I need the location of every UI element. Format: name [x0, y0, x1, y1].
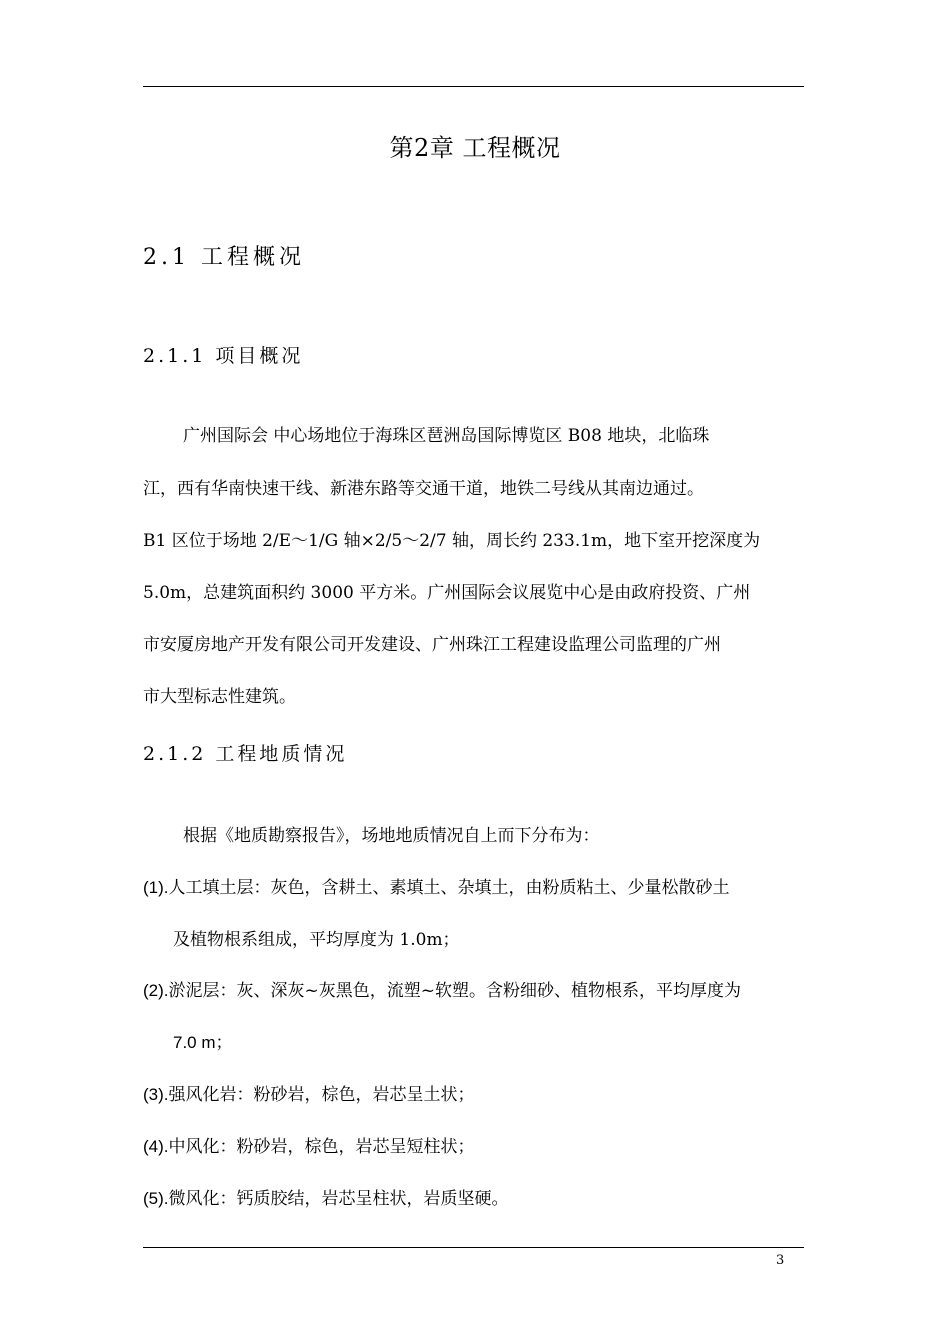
header-rule [143, 86, 804, 87]
paragraph-line: 广州国际会 中心场地位于海珠区琶洲岛国际博览区 B08 地块，北临珠 [183, 426, 710, 446]
paragraph-line: 市安厦房地产开发有限公司开发建设、广州珠江工程建设监理公司监理的广州 [143, 635, 721, 655]
paragraph-line: 江，西有华南快速干线、新港东路等交通干道，地铁二号线从其南边通过。 [143, 479, 704, 499]
item-text: 微风化：钙质胶结，岩芯呈柱状，岩质坚硬。 [168, 1189, 509, 1209]
geology-item [143, 976, 741, 1001]
geology-item [143, 1132, 475, 1157]
item-text: 强风化岩：粉砂岩，棕色，岩芯呈土状； [168, 1085, 475, 1105]
paragraph-line: B1 区位于场地 2/E～1/G 轴×2/5～2/7 轴，周长约 233.1m，地下室开挖深度为 [143, 531, 761, 551]
item-number: (4). [143, 1137, 169, 1156]
subsection-heading-geology: 2.1.2 工程地质情况 [143, 743, 348, 765]
subsection-heading-project: 2.1.1 项目概况 [143, 345, 304, 367]
section-heading: 2.1 工程概况 [143, 245, 305, 270]
chapter-title: 第2章 工程概况 [389, 134, 561, 162]
item-number: (3). [143, 1085, 169, 1104]
geology-intro: 根据《地质勘察报告》，场地地质情况自上而下分布为： [183, 826, 600, 846]
item-text: 人工填土层：灰色，含耕土、素填土、杂填土，由粉质粘土、少量松散砂土 [168, 878, 730, 898]
paragraph-line: 5.0m，总建筑面积约 3000 平方米。广州国际会议展览中心是由政府投资、广州 [143, 583, 751, 603]
paragraph-line: 市大型标志性建筑。 [143, 687, 296, 707]
footer-rule [143, 1247, 804, 1248]
item-number: (5). [143, 1189, 169, 1208]
geology-item [143, 873, 730, 898]
geology-item [143, 1080, 475, 1105]
item-text: 中风化：粉砂岩，棕色，岩芯呈短柱状； [168, 1137, 475, 1157]
geology-item [143, 1184, 509, 1209]
geology-item-continuation: 7.0 m； [173, 1033, 233, 1052]
page-number: 3 [776, 1253, 785, 1268]
geology-item-continuation: 及植物根系组成，平均厚度为 1.0m； [173, 930, 460, 950]
item-number: (1). [143, 878, 169, 897]
item-text: 淤泥层：灰、深灰~灰黑色，流塑~软塑。含粉细砂、植物根系，平均厚度为 [168, 981, 741, 1001]
item-number: (2). [143, 981, 169, 1000]
